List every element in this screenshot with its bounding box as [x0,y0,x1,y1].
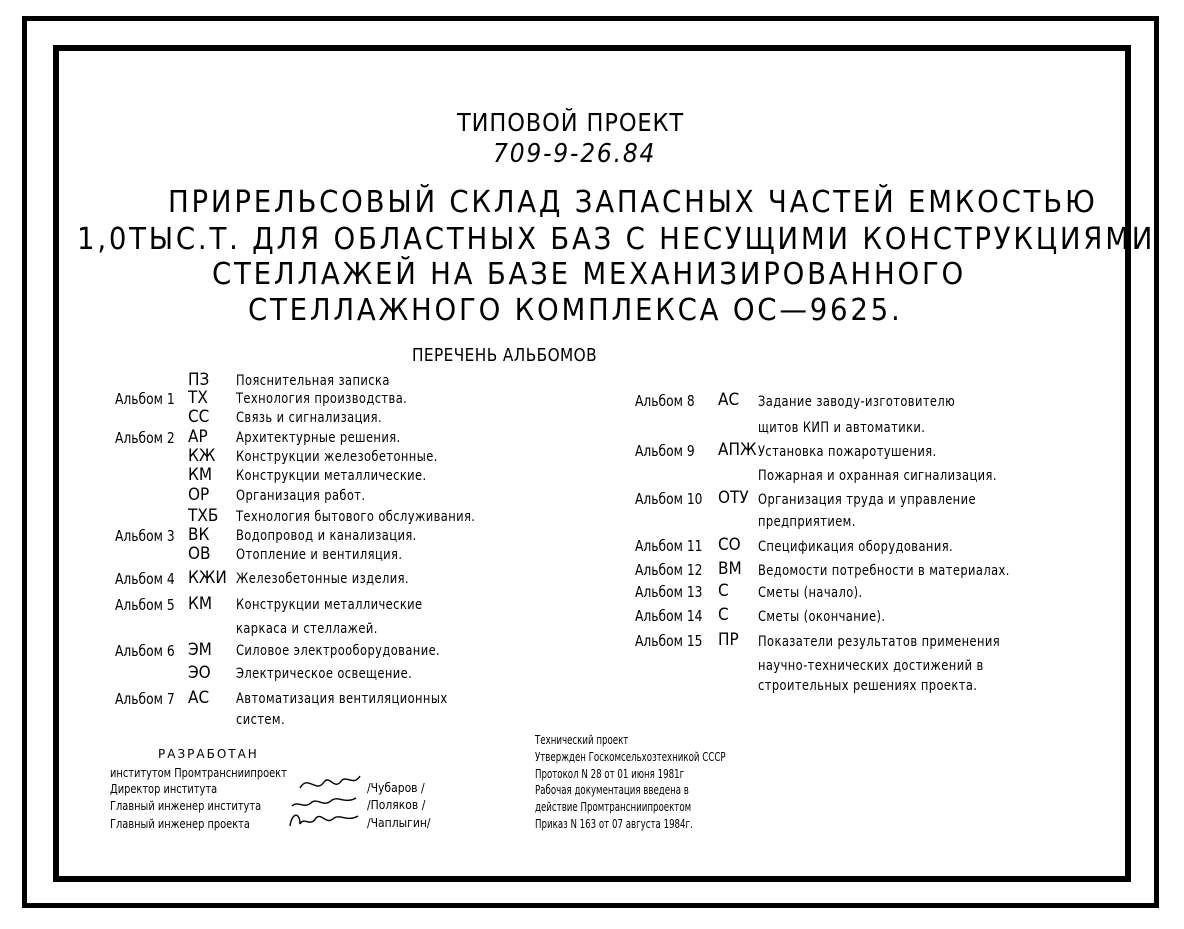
album-code-text: ВМ [718,559,742,579]
album-label [635,394,708,409]
album-desc-text: Технология бытового обслуживания. [236,509,476,525]
album-desc-text: Электрическое освещение. [236,666,413,682]
project-label [457,110,709,135]
album-desc [236,469,468,483]
album-label [635,563,717,578]
album-desc [758,515,877,529]
album-desc-text: Спецификация оборудования. [758,539,954,555]
album-label [115,431,188,446]
album-desc [236,667,451,681]
album-desc-text: Железобетонные изделия. [236,571,409,587]
title-line-text: СТЕЛЛАЖЕЙ НА БАЗЕ МЕХАНИЗИРОВАННОГО [212,257,967,292]
album-code [188,527,212,544]
album-label [115,644,188,659]
album-desc [758,540,996,554]
album-desc-text: Архитектурные решения. [236,430,401,446]
album-code [188,409,212,426]
album-desc [758,421,962,435]
album-desc-text: Организация труда и управление [758,492,976,508]
album-code [188,372,212,389]
album-label-text: Альбом 7 [115,690,175,708]
album-code [718,607,730,624]
album-label [115,692,188,707]
approval-line [535,734,665,746]
album-code [718,537,743,554]
album-desc [236,572,447,586]
album-code-text: ПР [718,630,739,650]
album-desc [236,411,414,425]
album-code [188,642,215,659]
album-desc [758,659,1033,673]
album-desc [236,431,437,445]
album-desc [758,395,999,409]
developer-heading [158,748,259,760]
approval-line-text: Утвержден Госкомсельхозтехникой СССР [535,750,726,764]
album-desc-text: Организация работ. [236,488,366,504]
album-label [635,444,708,459]
album-code [718,561,744,578]
album-code-text: ОТУ [718,488,749,508]
album-label [635,539,717,554]
handwritten-signature [286,808,366,832]
album-code-text: АС [718,390,740,410]
album-code [188,508,222,525]
album-label-text: Альбом 9 [635,442,695,460]
albums-heading-text: ПЕРЕЧЕНЬ АЛЬБОМОВ [412,345,598,366]
album-desc [236,489,394,503]
album-desc [236,713,296,727]
album-label-text: Альбом 8 [635,392,695,410]
album-label-text: Альбом 14 [635,607,703,625]
album-desc-text: щитов КИП и автоматики. [758,420,926,436]
album-desc [236,510,528,524]
album-desc-text: Конструкции железобетонные. [236,449,438,465]
album-desc [236,692,494,706]
album-code-text: КМ [188,465,213,485]
album-code [188,665,213,682]
album-desc-text: Автоматизация вентиляционных [236,691,448,707]
album-code-text: ТХ [188,388,208,408]
title-line [77,222,1184,257]
album-code-text: С [718,605,729,625]
title-line [212,257,1032,292]
album-label-text: Альбом 4 [115,570,175,588]
album-code-text: С [718,581,729,601]
album-label-text: Альбом 6 [115,642,175,660]
approval-line-text: Протокол N 28 от 01 июня 1981г [535,767,685,781]
title-line [168,185,1178,220]
album-desc-text: каркаса и стеллажей. [236,621,378,637]
album-desc-text: Водопровод и канализация. [236,528,417,544]
album-label [115,598,188,613]
albums-heading [412,347,630,365]
album-code-text: АПЖ [718,440,757,460]
album-code [718,490,752,507]
album-desc-text: предприятием. [758,514,856,530]
approval-line-text: Приказ N 163 от 07 августа 1984г. [535,817,693,831]
album-label [635,492,717,507]
approval-line-text: действие Промтрансниипроектом [535,800,692,814]
album-code-text: АР [188,427,208,447]
album-code-text: СС [188,407,210,427]
album-label-text: Альбом 3 [115,527,175,545]
title-line [248,293,959,328]
album-code [188,467,215,484]
album-code-text: ЭМ [188,640,212,660]
album-desc [758,679,1026,693]
album-label-text: Альбом 2 [115,429,175,447]
approval-line [535,818,754,830]
signatory-role [110,818,281,830]
signatory-role-text: Директор института [110,782,218,796]
album-desc [758,586,886,600]
approval-line [535,801,752,813]
album-desc [758,610,913,624]
title-line-text: ПРИРЕЛЬСОВЫЙ СКЛАД ЗАПАСНЫХ ЧАСТЕЙ ЕМКОСТЬЮ [168,185,1098,220]
album-code [718,583,730,600]
album-desc [758,493,1024,507]
approval-line-text: Технический проект [535,733,629,747]
project-number [493,141,674,167]
album-desc [236,644,485,658]
album-code-text: ВК [188,525,210,545]
project-label-text: ТИПОВОЙ ПРОЕКТ [457,108,685,137]
album-desc [758,564,1065,578]
album-label [115,572,188,587]
signatory-name-text: /Поляков / [367,798,426,812]
album-desc-text: систем. [236,712,286,728]
album-desc-text: Пожарная и охранная сигнализация. [758,468,997,484]
album-desc-text: Конструкции металлические. [236,468,427,484]
album-code [188,390,210,407]
project-number-text: 709-9-26.84 [493,139,657,169]
album-code-text: КЖИ [188,568,227,588]
album-code [188,487,212,504]
album-code-text: КМ [188,594,213,614]
album-code-text: ТХБ [188,506,219,526]
album-desc [236,392,445,406]
album-label [635,585,717,600]
signatory-name-text: /Чаплыгин/ [367,816,431,830]
developer-institute [110,767,326,779]
album-code-text: ОР [188,485,210,505]
developer-heading-text: РАЗРАБОТАН [158,747,259,761]
signatory-role [110,800,294,812]
album-desc [236,450,482,464]
album-code [188,546,213,563]
album-desc [236,598,463,612]
album-code [188,429,210,446]
album-desc [758,445,976,459]
approval-line-text: Рабочая документация введена в [535,783,689,797]
album-desc [758,469,1049,483]
album-code [188,596,215,613]
album-code [188,448,218,465]
album-code [718,442,761,459]
signatory-role [110,783,241,795]
album-desc-text: строительных решениях проекта. [758,678,978,694]
signatory-name-text: /Чубаров / [367,781,425,795]
title-line-text: СТЕЛЛАЖНОГО КОМПЛЕКСА ОС—9625. [248,293,903,328]
developer-institute-text: институтом Промтрансниипроект [110,766,287,780]
album-desc [236,374,424,388]
album-label [115,392,188,407]
album-desc-text: Отопление и вентиляция. [236,547,403,563]
album-code-text: ОВ [188,544,211,564]
album-desc [236,622,409,636]
approval-line [535,768,742,780]
album-code [188,690,212,707]
album-desc-text: Связь и сигнализация. [236,410,383,426]
album-label-text: Альбом 13 [635,583,703,601]
signatory-role-text: Главный инженер института [110,799,262,813]
album-label-text: Альбом 12 [635,561,703,579]
signatory-name [367,817,438,829]
album-label-text: Альбом 11 [635,537,703,555]
album-code [188,570,231,587]
approval-line [535,784,749,796]
album-code-text: ПЗ [188,370,210,390]
album-desc-text: Пояснительная записка [236,373,390,389]
album-label-text: Альбом 15 [635,632,703,650]
album-label [115,529,188,544]
album-desc-text: Показатели результатов применения [758,634,1001,650]
album-code [718,392,742,409]
album-code-text: ЭО [188,663,211,683]
album-label-text: Альбом 1 [115,390,175,408]
album-desc [236,548,439,562]
album-label-text: Альбом 5 [115,596,175,614]
signatory-role-text: Главный инженер проекта [110,817,250,831]
album-desc [758,635,1053,649]
album-label [635,634,717,649]
album-desc-text: научно-технических достижений в [758,658,984,674]
album-desc-text: Силовое электрооборудование. [236,643,441,659]
signatory-name [367,799,432,811]
album-code-text: АС [188,688,210,708]
album-label-text: Альбом 10 [635,490,703,508]
album-label [635,609,717,624]
album-desc [236,529,456,543]
approval-line [535,751,800,763]
title-line-text: 1,0ТЫС.Т. ДЛЯ ОБЛАСТНЫХ БАЗ С НЕСУЩИМИ КОНСТРУКЦИЯМИ [77,222,1156,257]
album-code-text: СО [718,535,741,555]
album-code [718,632,741,649]
album-desc-text: Сметы (начало). [758,585,863,601]
album-desc-text: Сметы (окончание). [758,609,886,625]
album-desc-text: Задание заводу-изготовителю [758,394,956,410]
album-desc-text: Ведомости потребности в материалах. [758,563,1010,579]
album-desc-text: Установка пожаротушения. [758,444,937,460]
album-desc-text: Конструкции металлические [236,597,423,613]
album-desc-text: Технология производства. [236,391,408,407]
album-code-text: КЖ [188,446,216,466]
